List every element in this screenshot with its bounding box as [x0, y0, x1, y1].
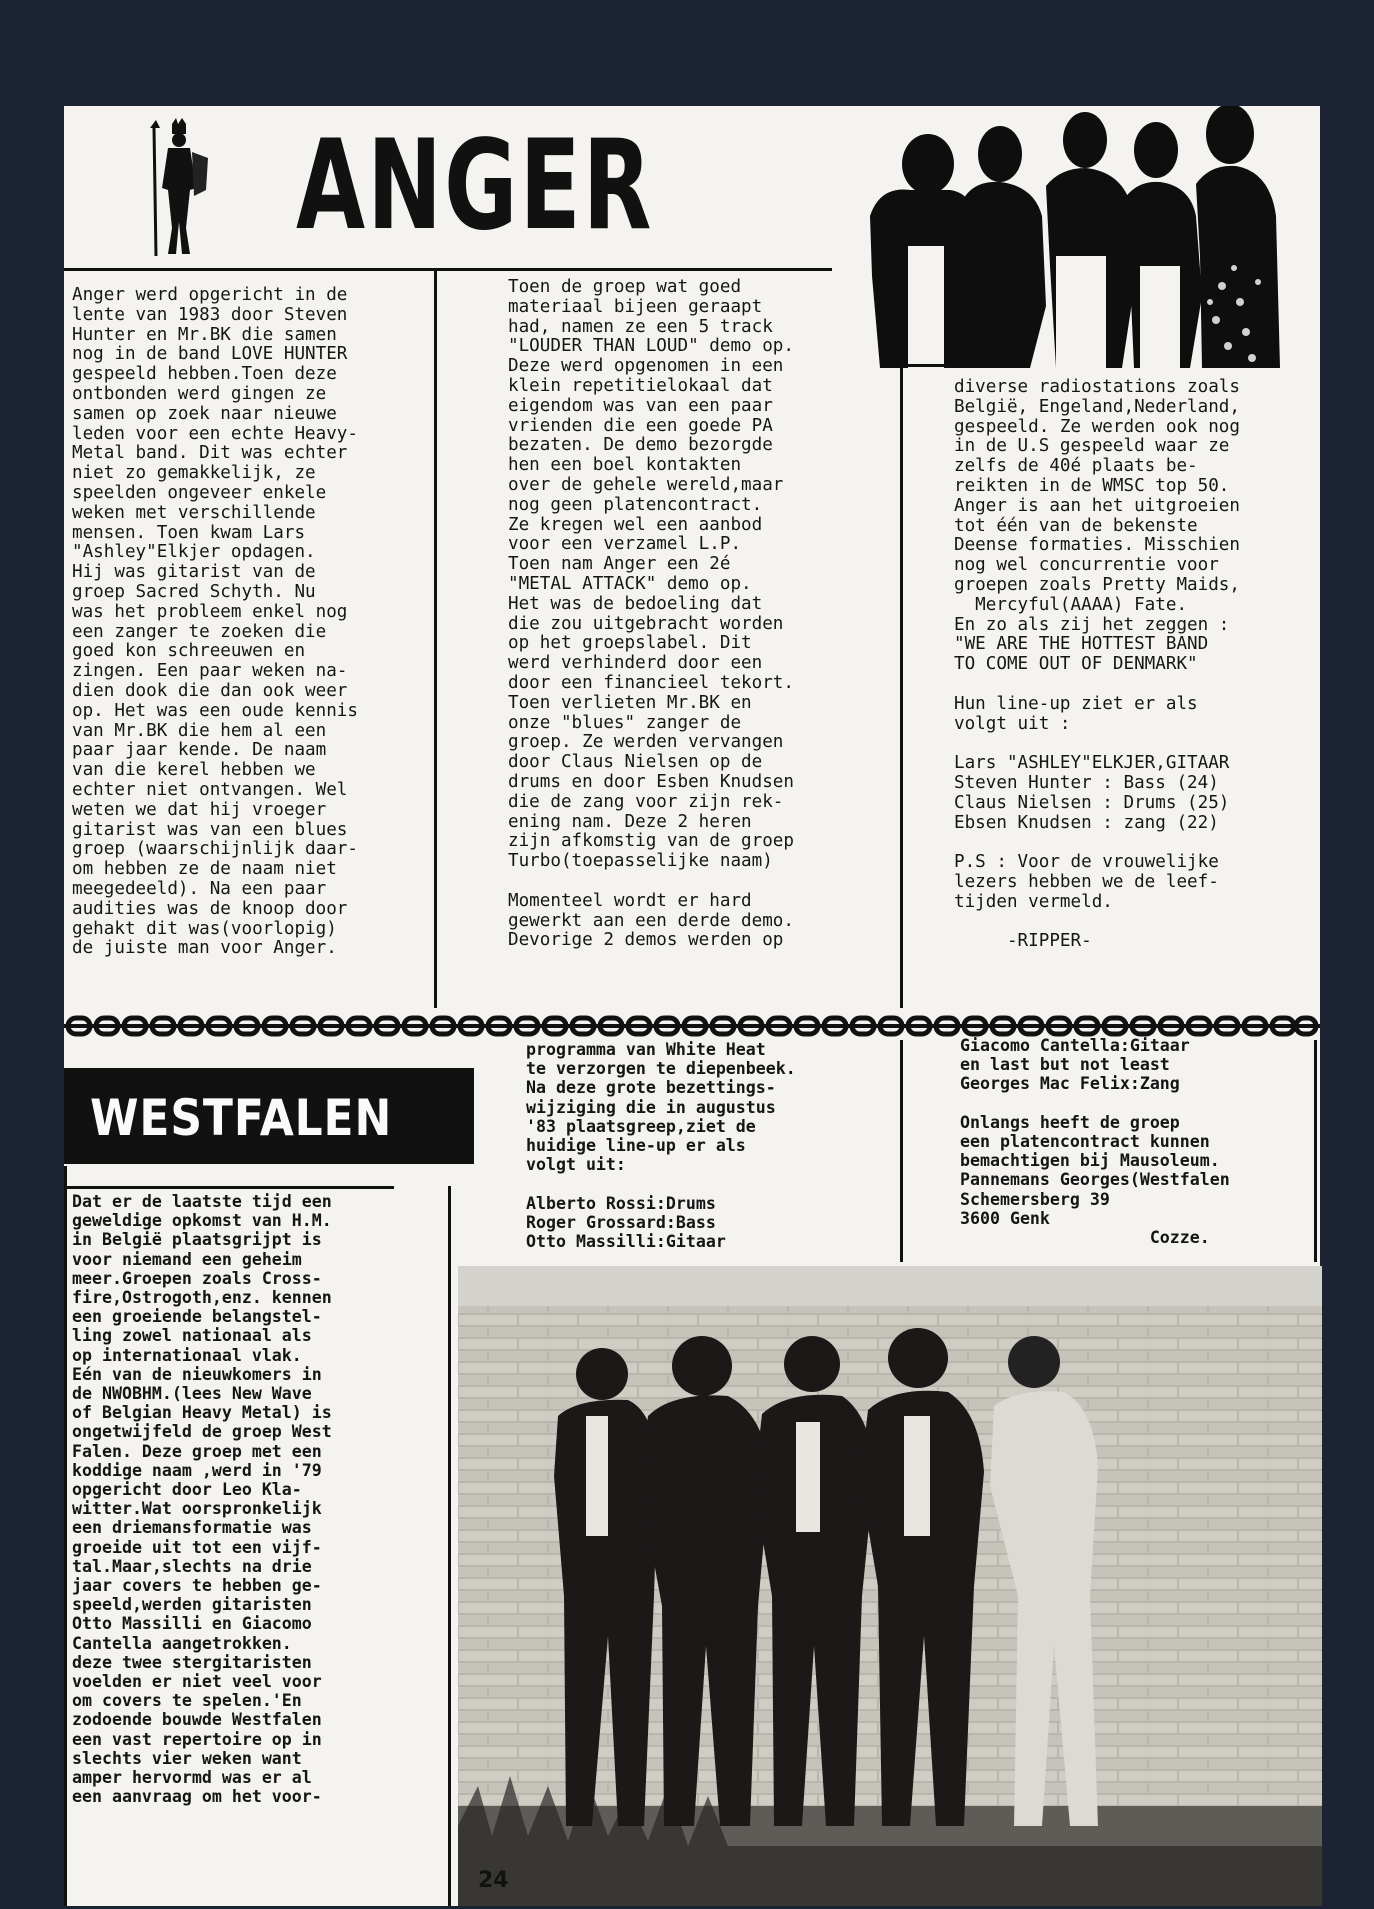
anger-band-photo — [850, 106, 1280, 368]
page-number: 24 — [478, 1868, 509, 1893]
column-divider — [434, 268, 437, 1008]
anger-column-1: Anger werd opgericht in de lente van 1983 door Steven Hunter en Mr.BK die samen nog in de band LOVE HUNTER gespeeld hebben.Toen deze ontbonden werd gingen ze samen op zoek naar nieuwe leden voor een echte Heavy- Metal band. Dit was echter niet zo gemakkelijk, ze speelden ongeveer enkele weken met verschillende mensen. Toen kwam Lars "Ashley"Elkjer opdagen. Hij was gitarist van de groep Sacred Schyth. Nu was het probleem enkel nog een zanger te zoeken die goed kon schreeuwen en zingen. Een paar weken na- dien dook die dan ook weer op. Het was een oude kennis van Mr.BK die hem al een paar jaar kende. De naam van die kerel hebben we echter niet ontvangen. Wel weten we dat hij vroeger gitarist was van een blues groep (waarschijnlijk daar- om hebben ze de naam niet meegedeeld). Na een paar audities was de knoop door gehakt dit was(voorlopig) de juiste man voor Anger. — [72, 285, 358, 959]
westfalen-column-3: Giacomo Cantella:Gitaar en last but not least Georges Mac Felix:Zang Onlangs heeft de groep een platencontract kunnen bemachtigen bij Mausoleum. Pannemans Georges(Westfalen Schemersberg 39 3600 Genk Cozze. — [960, 1036, 1230, 1248]
anger-column-2: Toen de groep wat goed materiaal bijeen geraapt had, namen ze een 5 track "LOUDER THAN LOUD" demo op. Deze werd opgenomen in een klein repetitielokaal dat eigendom was van een paar vrienden die een goede PA bezaten. De demo bezorgde hen een boel kontakten over de gehele wereld,maar nog geen platencontract. Ze kregen wel een aanbod voor een verzamel L.P. Toen nam Anger een 2é "METAL ATTACK" demo op. Het was de bedoeling dat die zou uitgebracht worden op het groepslabel. Dit werd verhinderd door een door een financieel tekort. Toen verlieten Mr.BK en onze "blues" zanger de groep. Ze werden vervangen door Claus Nielsen op de drums en door Esben Knudsen die de zang voor zijn rek- ening nam. Deze 2 heren zijn afkomstig van de groep Turbo(toepasselijke naam) Momenteel wordt er hard gewerkt aan een derde demo. Devorige 2 demos werden op — [508, 277, 794, 951]
column-rule — [64, 1186, 394, 1189]
column-divider — [448, 1186, 451, 1906]
column-divider — [900, 364, 903, 1008]
anger-column-3: diverse radiostations zoals België, Engeland,Nederland, gespeeld. Ze werden ook nog in de U.S gespeeld waar ze zelfs de 40é plaats be- reikten in de WMSC top 50. Anger is aan het uitgroeien tot één van de bekenste Deense formaties. Misschien nog wel concurrentie voor groepen zoals Pretty Maids, Mercyful(AAAA) Fate. En zo als zij het zeggen : "WE ARE THE HOTTEST BAND TO COME OUT OF DENMARK" Hun line-up ziet er als volgt uit : Lars "ASHLEY"ELKJER,GITAAR Steven Hunter : Bass (24) Claus Nielsen : Drums (25) Ebsen Knudsen : zang (22) P.S : Voor de vrouwelijke lezers hebben we de leef- tijden vermeld. -RIPPER- — [954, 377, 1240, 952]
column-rule — [64, 268, 436, 271]
anger-title: ANGER — [296, 114, 654, 258]
column-rule — [434, 268, 832, 271]
column-divider — [1314, 1040, 1317, 1262]
column-rule — [900, 364, 950, 367]
westfalen-column-1: Dat er de laatste tijd een geweldige opkomst van H.M. in België plaatsgrijpt is voor niemand een geheim meer.Groepen zoals Cross- fire,Ostrogoth,enz. kennen een groeiende belangstel- ling zowel nationaal als op internationaal vlak. Eén van de nieuwkomers in de NWOBHM.(lees New Wave of Belgian Heavy Metal) is ongetwijfeld de groep West Falen. Deze groep met een koddige naam ,werd in '79 opgericht door Leo Kla- witter.Wat oorspronkelijk een driemansformatie was groeide uit tot een vijf- tal.Maar,slechts na drie jaar covers te hebben ge- speeld,werden gitaristen Otto Massilli en Giacomo Cantella aangetrokken. deze twee stergitaristen voelden er niet veel voor om covers te spelen.'En zodoende bouwde Westfalen een vast repertoire op in slechts vier weken want amper hervormd was er al een aanvraag om het voor- — [72, 1192, 332, 1807]
westfalen-title: WESTFALEN — [90, 1089, 393, 1147]
magazine-page — [64, 106, 1320, 1906]
westfalen-band-photo — [458, 1266, 1322, 1906]
column-divider — [900, 1040, 903, 1262]
westfalen-column-2: programma van White Heat te verzorgen te diepenbeek. Na deze grote bezettings- wijziging die in augustus '83 plaatsgreep,ziet de huidige line-up er als volgt uit: Alberto Rossi:Drums Roger Grossard:Bass Otto Massilli:Gitaar — [526, 1040, 796, 1252]
viking-knight-icon — [146, 118, 210, 258]
column-divider — [64, 1166, 67, 1906]
